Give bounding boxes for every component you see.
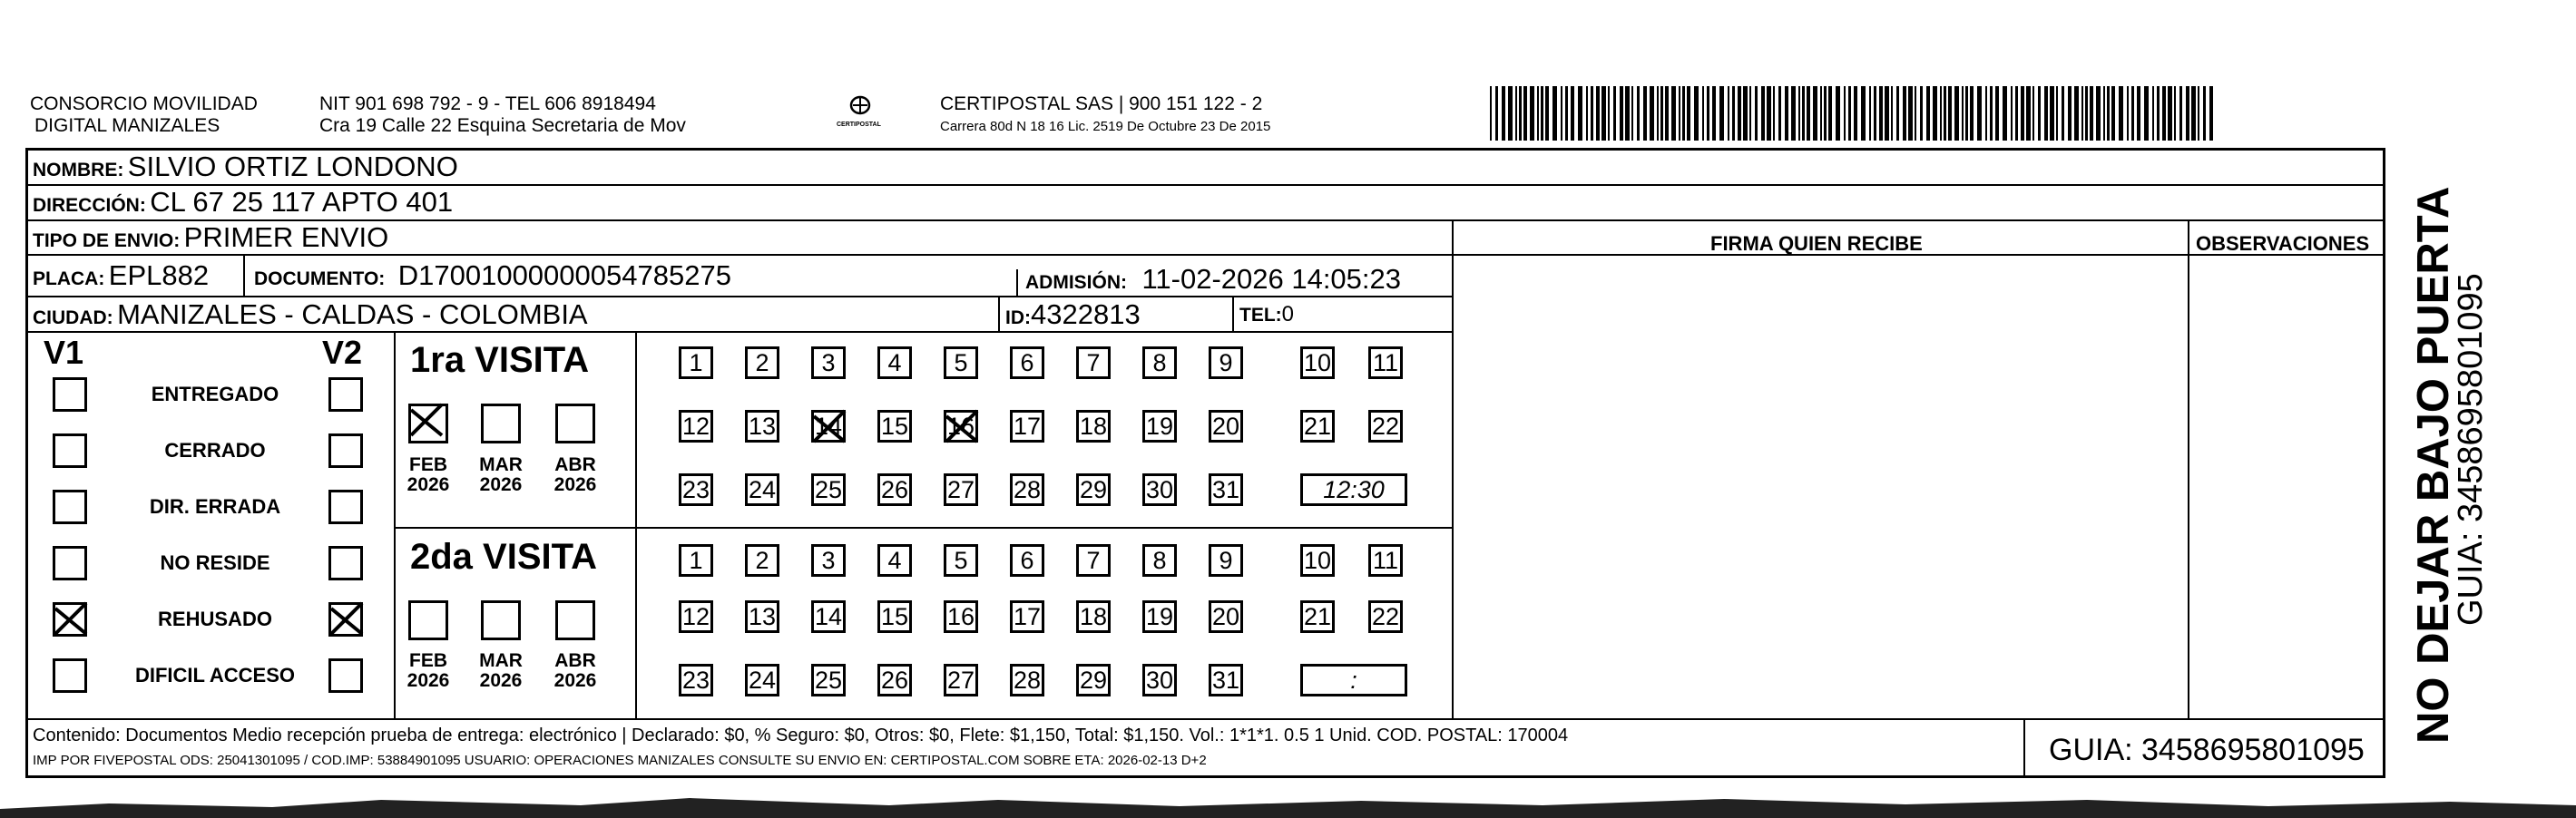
direccion-row [33, 187, 453, 223]
footer-contenido: Contenido: Documentos Medio recepción prueba de entrega: electrónico | Declarado: $0, % Seguro: $0, Otros: $0, Flete: $1,150, Total: $1,150. Vol.: 1*1*1. 0.5 1 Unid. COD. POSTAL: 170004 [33, 725, 1569, 745]
v2-label: V2 [322, 334, 363, 371]
barcode-bar [2050, 86, 2054, 141]
visit2-month-name: ABR [554, 650, 596, 671]
barcode-bar [2174, 86, 2176, 141]
barcode-bar [1671, 86, 1676, 141]
barcode-bar [2103, 86, 2105, 141]
visit1-day-16[interactable]: 16 [944, 410, 978, 443]
visit1-day-15[interactable]: 15 [877, 410, 912, 443]
visit1-day-31[interactable]: 31 [1209, 473, 1243, 506]
id-row [1005, 299, 1141, 336]
barcode-bar [1985, 86, 1987, 141]
barcode-bar [2003, 86, 2007, 141]
visit2-month-name: FEB [409, 650, 447, 671]
visit2-day-9[interactable]: 9 [1209, 544, 1243, 577]
barcode-bar [1702, 86, 1704, 141]
visit2-day-14[interactable]: 14 [811, 600, 846, 633]
barcode-bar [1657, 86, 1659, 141]
barcode-bar [2068, 86, 2072, 141]
v1-checkbox-4[interactable] [53, 546, 87, 580]
visit1-day-mark-16 [943, 405, 983, 445]
barcode-bar [1561, 86, 1562, 141]
divider-placa [243, 254, 245, 296]
tel-value: 0 [1281, 302, 1295, 326]
v2-check-mark-5 [328, 598, 367, 638]
barcode-bar [1552, 86, 1557, 141]
id-label: ID: [1005, 307, 1031, 328]
tipo-value: PRIMER ENVIO [183, 221, 389, 253]
barcode-bar [1791, 86, 1796, 141]
visit1-month-name: ABR [554, 454, 596, 475]
nombre-value: SILVIO ORTIZ LONDONO [127, 151, 458, 182]
barcode-bar [2062, 86, 2064, 141]
consortium-name-line2: DIGITAL MANIZALES [34, 115, 220, 136]
visit2-day-21[interactable]: 21 [1300, 600, 1335, 633]
barcode-bar [1977, 86, 1982, 141]
visit1-day-13[interactable]: 13 [745, 410, 779, 443]
barcode-bar [2119, 86, 2123, 141]
barcode-bar [2056, 86, 2058, 141]
visit1-day-7[interactable]: 7 [1076, 346, 1111, 379]
barcode-bar [1586, 86, 1588, 141]
barcode-bar [2209, 86, 2213, 141]
visit1-day-3[interactable]: 3 [811, 346, 846, 379]
barcode-bar [1625, 86, 1630, 141]
company-line: CERTIPOSTAL SAS | 900 151 122 - 2 [940, 93, 1263, 114]
barcode-bar [1848, 86, 1851, 141]
visit1-day-28[interactable]: 28 [1010, 473, 1044, 506]
admision-value: 11-02-2026 14:05:23 [1141, 263, 1402, 295]
visit1-day-23[interactable]: 23 [679, 473, 713, 506]
visit2-day-2[interactable]: 2 [745, 544, 779, 577]
barcode-bar [1571, 86, 1574, 141]
barcode-bar [2131, 86, 2134, 141]
visit2-day-31[interactable]: 31 [1209, 664, 1243, 696]
barcode-bar [1545, 86, 1549, 141]
barcode-bar [1578, 86, 1582, 141]
visit1-month-label-mar [474, 455, 528, 495]
tipo-row [33, 222, 388, 258]
visit2-day-28[interactable]: 28 [1010, 664, 1044, 696]
barcode-bar [1828, 86, 1832, 141]
logo-text: CERTIPOSTAL [837, 122, 881, 128]
visit2-day-20[interactable]: 20 [1209, 600, 1243, 633]
visit1-day-17[interactable]: 17 [1010, 410, 1044, 443]
barcode-bar [1785, 86, 1788, 141]
visit2-month-box-abr[interactable] [555, 600, 595, 640]
visit1-month-year: 2026 [406, 474, 450, 495]
address-line: Cra 19 Calle 22 Esquina Secretaria de Mov [319, 115, 686, 136]
visit1-month-year: 2026 [479, 474, 523, 495]
visit2-month-name: MAR [479, 650, 523, 671]
v2-checkbox-1[interactable] [328, 377, 363, 412]
barcode-bar [1523, 86, 1527, 141]
barcode-bar [2198, 86, 2199, 141]
visit2-day-30[interactable]: 30 [1142, 664, 1177, 696]
visit1-month-label-feb [401, 455, 455, 495]
barcode-bar [1869, 86, 1871, 141]
firma-label: FIRMA QUIEN RECIBE [1710, 232, 1923, 255]
placa-row [33, 260, 209, 297]
side-guia: GUIA: 3458695801095 [2452, 273, 2490, 626]
barcode-bar [1665, 86, 1669, 141]
divider-visits [394, 527, 1454, 529]
torn-edge [0, 782, 2576, 818]
visit2-day-12[interactable]: 12 [679, 600, 713, 633]
visit1-day-21[interactable]: 21 [1300, 410, 1335, 443]
barcode-bar [2162, 86, 2166, 141]
v1-check-mark-5 [52, 598, 92, 638]
v1-checkbox-6[interactable] [53, 658, 87, 693]
barcode-bar [1679, 86, 1680, 141]
certipostal-logo [833, 89, 887, 143]
barcode-bar [2085, 86, 2088, 141]
barcode-bar [1565, 86, 1568, 141]
barcode-bar [1631, 86, 1633, 141]
barcode-bar [1954, 86, 1959, 141]
visit1-day-11[interactable]: 11 [1368, 346, 1403, 379]
barcode-bar [1773, 86, 1775, 141]
visit2-day-24[interactable]: 24 [745, 664, 779, 696]
barcode-bar [1903, 86, 1906, 141]
side-warning: NO DEJAR BAJO PUERTA [2409, 186, 2458, 744]
barcode-bar [1620, 86, 1623, 141]
divider-status [394, 331, 396, 719]
visit1-day-4[interactable]: 4 [877, 346, 912, 379]
visit2-day-11[interactable]: 11 [1368, 544, 1403, 577]
visit2-day-18[interactable]: 18 [1076, 600, 1111, 633]
nit-line: NIT 901 698 792 - 9 - TEL 606 8918494 [319, 93, 656, 114]
v2-checkbox-4[interactable] [328, 546, 363, 580]
barcode-bar [1820, 86, 1822, 141]
barcode-bar [1908, 86, 1913, 141]
barcode-bar [2096, 86, 2101, 141]
visit1-day-26[interactable]: 26 [877, 473, 912, 506]
admision-row [1025, 264, 1401, 300]
barcode-bar [1933, 86, 1937, 141]
visit1-day-10[interactable]: 10 [1300, 346, 1335, 379]
barcode-bar [1719, 86, 1724, 141]
visit1-month-year: 2026 [553, 474, 597, 495]
barcode-bar [2144, 86, 2149, 141]
barcode-bar [1802, 86, 1805, 141]
direccion-value: CL 67 25 117 APTO 401 [150, 186, 454, 218]
visit2-month-label-feb [401, 651, 455, 691]
visit2-day-10[interactable]: 10 [1300, 544, 1335, 577]
v1-checkbox-2[interactable] [53, 433, 87, 468]
barcode-bar [1515, 86, 1517, 141]
barcode-bar [2044, 86, 2048, 141]
barcode-bar [1694, 86, 1699, 141]
barcode-bar [1601, 86, 1606, 141]
v2-checkbox-6[interactable] [328, 658, 363, 693]
barcode-bar [2157, 86, 2160, 141]
barcode-bar [2191, 86, 2196, 141]
visit2-day-8[interactable]: 8 [1142, 544, 1177, 577]
visit2-day-15[interactable]: 15 [877, 600, 912, 633]
barcode-bar [1824, 86, 1827, 141]
barcode-bar [2038, 86, 2041, 141]
admision-label: ADMISIÓN: [1025, 272, 1127, 293]
barcode-bar [1712, 86, 1716, 141]
certipostal-logo-icon [833, 89, 887, 143]
barcode-bar [1807, 86, 1810, 141]
visit2-month-year: 2026 [479, 670, 523, 691]
barcode-bar [2026, 86, 2031, 141]
divider-col-obs [2188, 219, 2189, 720]
barcode-bar [1687, 86, 1690, 141]
barcode-bar [1660, 86, 1663, 141]
barcode-bar [1637, 86, 1640, 141]
documento-row [254, 260, 731, 297]
visit2-month-label-mar [474, 651, 528, 691]
barcode-bar [2074, 86, 2079, 141]
barcode-bar [1885, 86, 1889, 141]
barcode-bar [1767, 86, 1771, 141]
visit1-day-29[interactable]: 29 [1076, 473, 1111, 506]
barcode-bar [1995, 86, 1999, 141]
visit2-month-box-mar[interactable] [481, 600, 521, 640]
visit2-day-27[interactable]: 27 [944, 664, 978, 696]
visit2-month-year: 2026 [553, 670, 597, 691]
barcode-bar [1508, 86, 1513, 141]
documento-value: D17001000000054785275 [397, 259, 731, 291]
barcode-bar [1948, 86, 1952, 141]
visit2-month-box-feb[interactable] [408, 600, 448, 640]
barcode-bar [1944, 86, 1946, 141]
barcode-bar [1798, 86, 1800, 141]
barcode-bar [2107, 86, 2110, 141]
visit2-day-6[interactable]: 6 [1010, 544, 1044, 577]
visit2-day-1[interactable]: 1 [679, 544, 713, 577]
barcode-bar [2081, 86, 2083, 141]
visit2-day-19[interactable]: 19 [1142, 600, 1177, 633]
visit1-day-18[interactable]: 18 [1076, 410, 1111, 443]
v1-checkbox-1[interactable] [53, 377, 87, 412]
barcode-bar [1844, 86, 1846, 141]
barcode-bar [1778, 86, 1781, 141]
visit1-month-check-feb [407, 399, 447, 439]
visit2-day-4[interactable]: 4 [877, 544, 912, 577]
visit1-day-27[interactable]: 27 [944, 473, 978, 506]
v1-checkbox-3[interactable] [53, 490, 87, 524]
barcode-bar [1940, 86, 1942, 141]
visit1-month-box-feb[interactable] [408, 404, 448, 443]
barcode-bar [2203, 86, 2206, 141]
barcode-bar [1541, 86, 1543, 141]
status-option-label-2: CERRADO [164, 439, 266, 462]
visit1-month-label-abr [548, 455, 602, 495]
visit2-time-box[interactable]: : [1300, 664, 1407, 696]
barcode-bar [1732, 86, 1735, 141]
barcode-bar [2179, 86, 2182, 141]
status-option-label-6: DIFICIL ACCESO [134, 664, 295, 687]
placa-label: PLACA: [33, 268, 105, 289]
visit2-day-25[interactable]: 25 [811, 664, 846, 696]
visit1-day-8[interactable]: 8 [1142, 346, 1177, 379]
visit1-day-2[interactable]: 2 [745, 346, 779, 379]
visit1-day-25[interactable]: 25 [811, 473, 846, 506]
company-address: Carrera 80d N 18 16 Lic. 2519 De Octubre 23 De 2015 [940, 119, 1271, 134]
ciudad-row [33, 299, 588, 336]
direccion-label: DIRECCIÓN: [33, 195, 146, 216]
barcode-bar [2015, 86, 2018, 141]
visit1-month-name: MAR [479, 454, 523, 475]
barcode-bar [1682, 86, 1685, 141]
visit2-day-3[interactable]: 3 [811, 544, 846, 577]
footer-guia: GUIA: 3458695801095 [2049, 733, 2365, 767]
documento-label: DOCUMENTO: [254, 268, 386, 289]
barcode-bar [1920, 86, 1923, 141]
divider-admision [1016, 269, 1018, 297]
visit2-day-17[interactable]: 17 [1010, 600, 1044, 633]
barcode-bar [1608, 86, 1610, 141]
id-value: 4322813 [1031, 298, 1141, 330]
visit1-day-14[interactable]: 14 [811, 410, 846, 443]
barcode-bar [1836, 86, 1840, 141]
visit1-day-30[interactable]: 30 [1142, 473, 1177, 506]
visit1-day-19[interactable]: 19 [1142, 410, 1177, 443]
barcode-bar [1613, 86, 1616, 141]
barcode-bar [1707, 86, 1709, 141]
barcode-bar [1891, 86, 1893, 141]
divider-col-firma [1452, 219, 1454, 720]
divider-tel [1232, 296, 1234, 332]
visit1-month-name: FEB [409, 454, 447, 475]
barcode-bar [1728, 86, 1729, 141]
barcode-bar [1915, 86, 1916, 141]
visit1-day-5[interactable]: 5 [944, 346, 978, 379]
status-option-label-4: NO RESIDE [160, 551, 270, 574]
visit2-day-13[interactable]: 13 [745, 600, 779, 633]
observaciones-label: OBSERVACIONES [2196, 232, 2370, 255]
visit2-title: 2da VISITA [410, 537, 597, 577]
divider-id [998, 296, 1000, 332]
barcode-graphic [1490, 86, 2216, 141]
tipo-label: TIPO DE ENVIO: [33, 230, 181, 251]
visit1-day-6[interactable]: 6 [1010, 346, 1044, 379]
tel-label: TEL: [1239, 305, 1282, 326]
ciudad-value: MANIZALES - CALDAS - COLOMBIA [117, 298, 588, 330]
visit2-day-22[interactable]: 22 [1368, 600, 1403, 633]
visit1-month-box-abr[interactable] [555, 404, 595, 443]
tel-row [1239, 299, 1294, 333]
visit1-day-12[interactable]: 12 [679, 410, 713, 443]
barcode-bar [1813, 86, 1817, 141]
barcode-bar [1749, 86, 1751, 141]
visit2-day-23[interactable]: 23 [679, 664, 713, 696]
visit1-day-24[interactable]: 24 [745, 473, 779, 506]
barcode-bar [1650, 86, 1654, 141]
barcode-bar [2111, 86, 2115, 141]
v2-checkbox-3[interactable] [328, 490, 363, 524]
barcode-bar [2011, 86, 2013, 141]
barcode-bar [1874, 86, 1876, 141]
barcode-bar [1537, 86, 1539, 141]
nombre-row [33, 151, 458, 188]
barcode-bar [1490, 86, 1492, 141]
barcode-bar [1926, 86, 1930, 141]
consortium-name-line1: CONSORCIO MOVILIDAD [30, 93, 258, 114]
status-option-label-3: DIR. ERRADA [149, 495, 281, 518]
barcode-bar [1896, 86, 1899, 141]
visit2-month-year: 2026 [406, 670, 450, 691]
barcode-bar [1591, 86, 1593, 141]
barcode-bar [1854, 86, 1857, 141]
status-option-label-1: ENTREGADO [151, 383, 279, 405]
visit2-day-26[interactable]: 26 [877, 664, 912, 696]
divider-footer [25, 718, 2385, 720]
visit1-day-20[interactable]: 20 [1209, 410, 1243, 443]
visit2-day-29[interactable]: 29 [1076, 664, 1111, 696]
barcode-bar [1738, 86, 1741, 141]
ciudad-label: CIUDAD: [33, 307, 113, 328]
divider-months [635, 331, 637, 719]
divider-guia [2023, 718, 2025, 778]
barcode-bar [1879, 86, 1883, 141]
barcode-bar [1643, 86, 1647, 141]
barcode-bar [1530, 86, 1534, 141]
nombre-label: NOMBRE: [33, 160, 124, 180]
barcode-bar [1761, 86, 1765, 141]
placa-value: EPL882 [108, 259, 210, 291]
barcode-bar [1861, 86, 1866, 141]
barcode-bar [1519, 86, 1522, 141]
visit1-time-box[interactable]: 12:30 [1300, 473, 1407, 506]
barcode-bar [2152, 86, 2154, 141]
barcode-bar [1755, 86, 1758, 141]
visit2-day-5[interactable]: 5 [944, 544, 978, 577]
barcode-bar [2127, 86, 2129, 141]
barcode [1490, 86, 2216, 141]
barcode-bar [2186, 86, 2189, 141]
barcode-bar [2090, 86, 2093, 141]
visit2-day-16[interactable]: 16 [944, 600, 978, 633]
barcode-bar [1743, 86, 1748, 141]
barcode-bar [1970, 86, 1974, 141]
visit1-day-mark-14 [810, 405, 850, 445]
visit1-title: 1ra VISITA [410, 340, 590, 380]
v2-checkbox-5[interactable] [328, 602, 363, 637]
footer-imp: IMP POR FIVEPOSTAL ODS: 25041301095 / COD.IMP: 53884901095 USUARIO: OPERACIONES MANIZALES CONSULTE SU ENVIO EN: CERTIPOSTAL.COM SOBRE ETA: 2026-02-13 D+2 [33, 753, 1207, 768]
visit1-day-22[interactable]: 22 [1368, 410, 1403, 443]
v1-checkbox-5[interactable] [53, 602, 87, 637]
barcode-bar [1596, 86, 1600, 141]
barcode-bar [2137, 86, 2140, 141]
barcode-bar [2032, 86, 2034, 141]
barcode-bar [1990, 86, 1993, 141]
visit1-day-9[interactable]: 9 [1209, 346, 1243, 379]
barcode-bar [1962, 86, 1964, 141]
visit2-day-7[interactable]: 7 [1076, 544, 1111, 577]
visit1-month-box-mar[interactable] [481, 404, 521, 443]
status-option-label-5: REHUSADO [158, 608, 272, 630]
barcode-bar [1502, 86, 1505, 141]
barcode-bar [2168, 86, 2172, 141]
v1-label: V1 [44, 334, 84, 371]
visit1-day-1[interactable]: 1 [679, 346, 713, 379]
v2-checkbox-2[interactable] [328, 433, 363, 468]
barcode-bar [1965, 86, 1968, 141]
visit2-month-label-abr [548, 651, 602, 691]
barcode-bar [2021, 86, 2024, 141]
barcode-bar [1495, 86, 1498, 141]
